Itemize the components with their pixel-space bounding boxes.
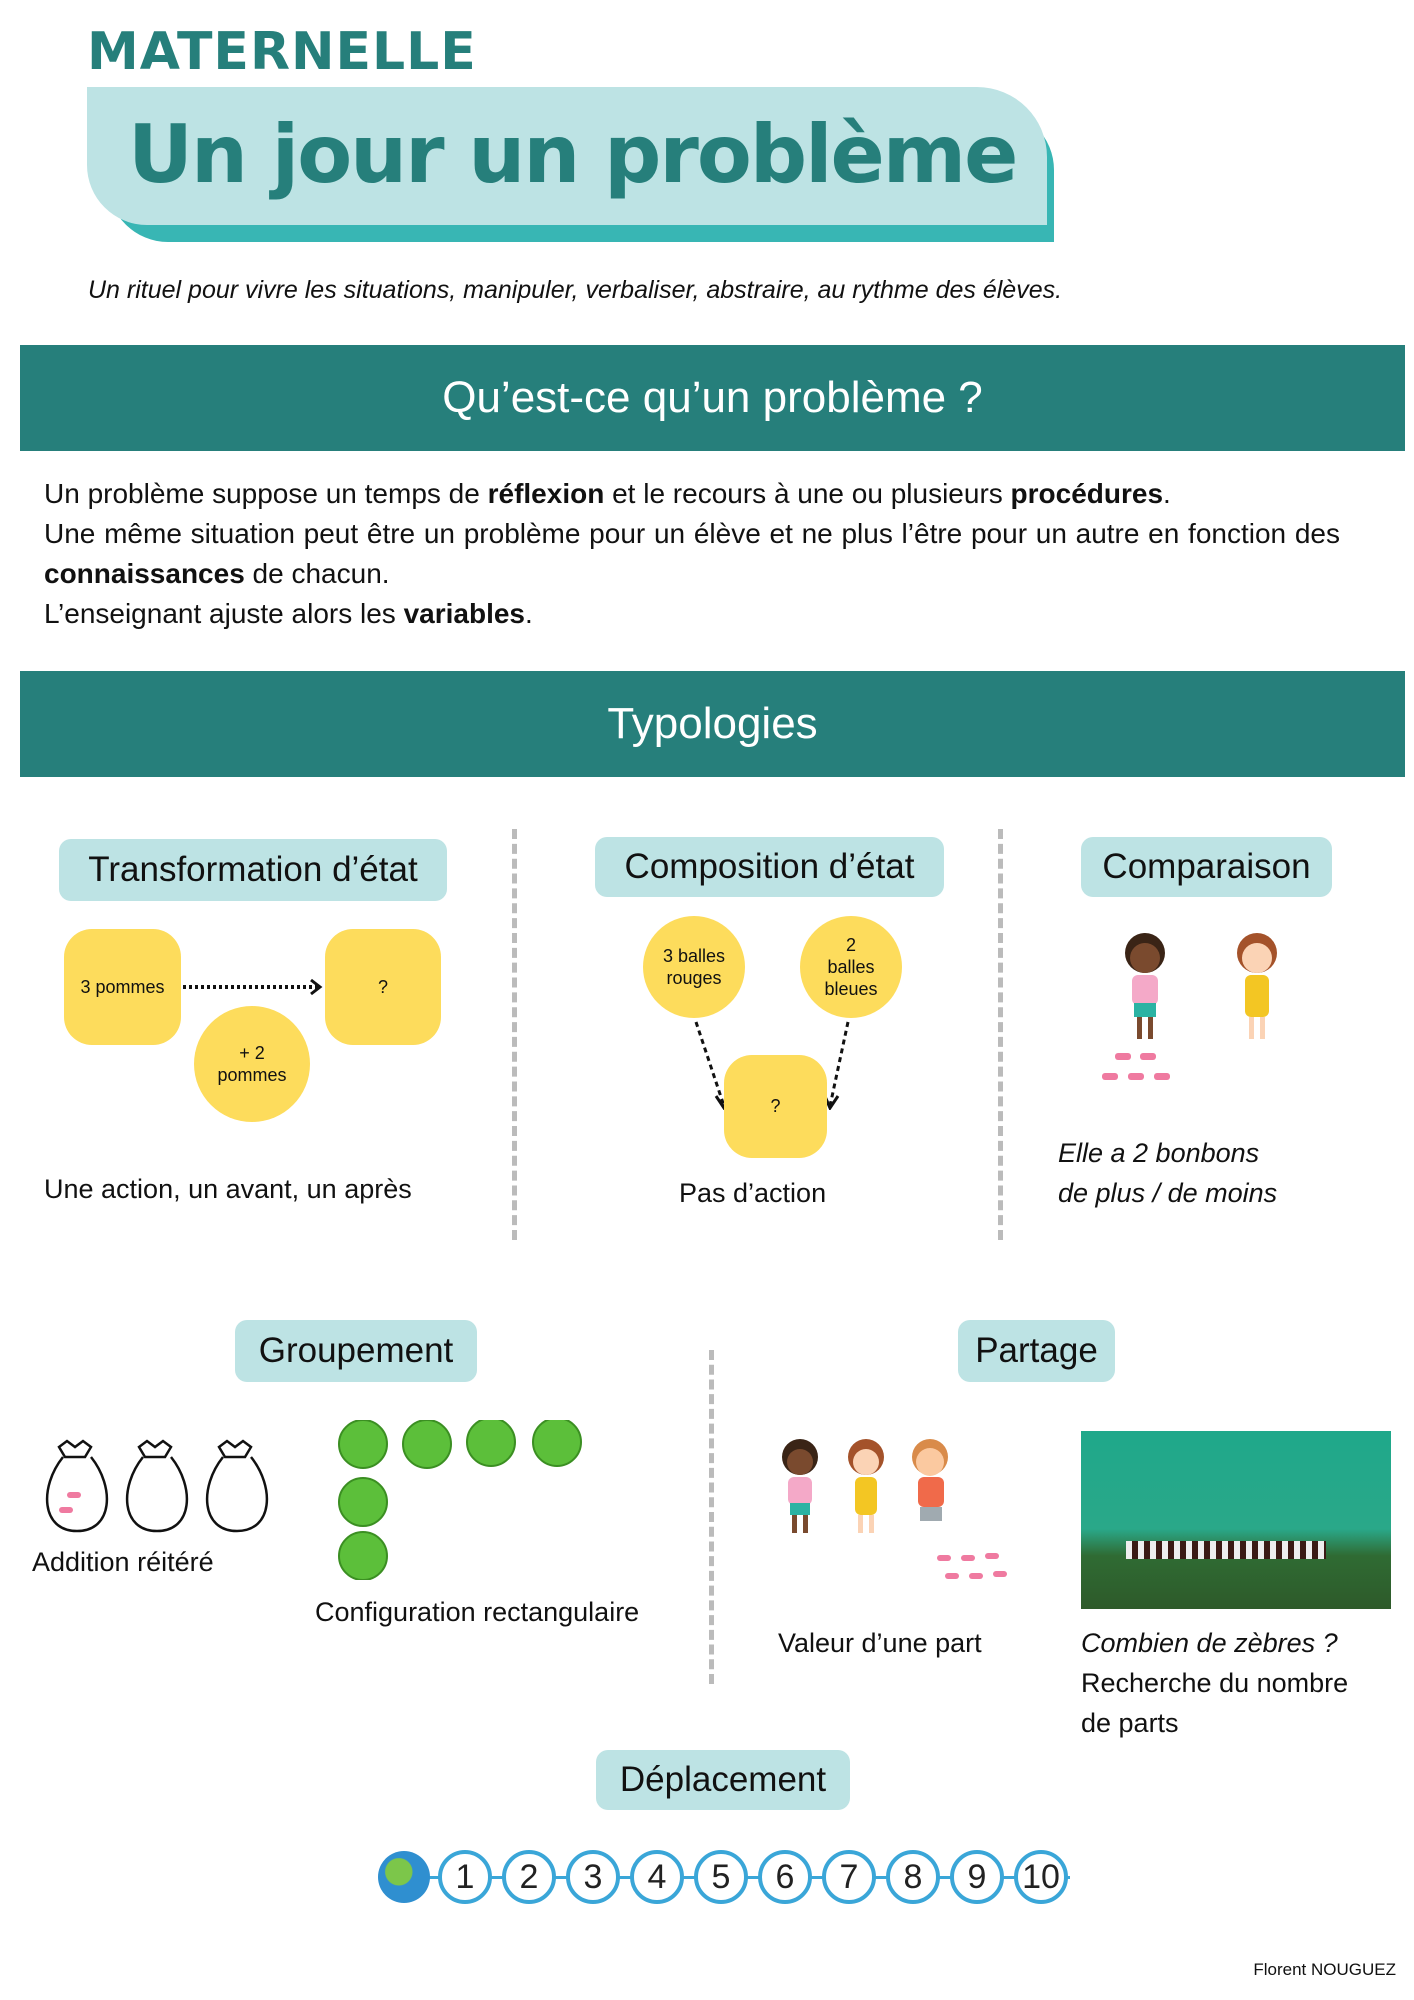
divider [709, 1350, 714, 1684]
label-composition: Composition d’état [595, 837, 944, 897]
caption-groupement-1: Addition réitéré [32, 1547, 214, 1577]
label-comparaison: Comparaison [1081, 837, 1332, 897]
start-state-box: 3 pommes [64, 929, 181, 1045]
girls-candies-illustration [1090, 925, 1300, 1095]
author: Florent NOUGUEZ [1253, 1960, 1396, 1979]
caption-partage-2b: Recherche du nombre [1081, 1668, 1349, 1698]
bold-text: connaissances [44, 558, 245, 589]
text: Un problème suppose un temps de [44, 478, 488, 509]
banner-probleme [20, 345, 1405, 451]
banner-heading: Qu’est-ce qu’un problème ? [442, 373, 983, 422]
number-cell: 4 [630, 1850, 684, 1904]
earth-icon [378, 1851, 430, 1903]
kicker: MATERNELLE [87, 22, 477, 82]
number-cell: 6 [758, 1850, 812, 1904]
caption-partage-2c: de parts [1081, 1708, 1179, 1738]
label-partage: Partage [958, 1320, 1115, 1382]
part2-circle: 2 balles bleues [800, 916, 902, 1018]
number-cell: 1 [438, 1850, 492, 1904]
caption-partage-2a: Combien de zèbres ? [1081, 1628, 1338, 1658]
number-track [438, 1850, 1068, 1904]
change-circle: + 2 pommes [194, 1006, 310, 1122]
divider [998, 829, 1003, 1240]
zebra-photo [1081, 1431, 1391, 1609]
lettuce-illustration [335, 1420, 595, 1580]
caption-groupement-2: Configuration rectangulaire [315, 1597, 640, 1627]
text: de chacun. [244, 558, 390, 589]
dotted-arrow-icon [181, 975, 327, 999]
caption-comparaison-2: de plus / de moins [1058, 1178, 1278, 1208]
result-box: ? [325, 929, 441, 1045]
number-cell: 8 [886, 1850, 940, 1904]
text: Une même situation peut être un problème pour un élève et ne plus l’être pour un autre en fonction des [44, 518, 1340, 549]
whole-box: ? [724, 1055, 827, 1158]
text: L’enseignant ajuste alors les [44, 598, 404, 629]
page-title: Un jour un problème [128, 108, 1017, 201]
definition-paragraph [44, 474, 1340, 634]
number-cell: 2 [502, 1850, 556, 1904]
label-transformation: Transformation d’état [59, 839, 447, 901]
number-cell: 3 [566, 1850, 620, 1904]
banner-heading: Typologies [607, 699, 818, 748]
number-cell: 10 [1014, 1850, 1068, 1904]
label-groupement: Groupement [235, 1320, 477, 1382]
caption-partage-1: Valeur d’une part [778, 1628, 982, 1658]
banner-typologies [20, 671, 1405, 777]
number-cell: 7 [822, 1850, 876, 1904]
label-deplacement: Déplacement [596, 1750, 850, 1810]
caption-composition: Pas d’action [679, 1178, 827, 1208]
bold-text: réflexion [487, 478, 605, 509]
bold-text: procédures [1010, 478, 1164, 509]
number-cell: 9 [950, 1850, 1004, 1904]
bags-illustration [39, 1437, 279, 1535]
caption-comparaison-1: Elle a 2 bonbons [1058, 1138, 1260, 1168]
kids-candies-illustration [775, 1435, 1045, 1600]
subtitle: Un rituel pour vivre les situations, manipuler, verbaliser, abstraire, au rythme des élèves. [88, 276, 1063, 304]
divider [512, 829, 517, 1240]
text: . [1163, 478, 1171, 509]
text: . [525, 598, 533, 629]
part1-circle: 3 balles rouges [643, 916, 745, 1018]
zebra-legs [1126, 1541, 1326, 1559]
bold-text: variables [403, 598, 525, 629]
number-cell: 5 [694, 1850, 748, 1904]
text: et le recours à une ou plusieurs [604, 478, 1011, 509]
caption-transformation: Une action, un avant, un après [44, 1174, 412, 1204]
